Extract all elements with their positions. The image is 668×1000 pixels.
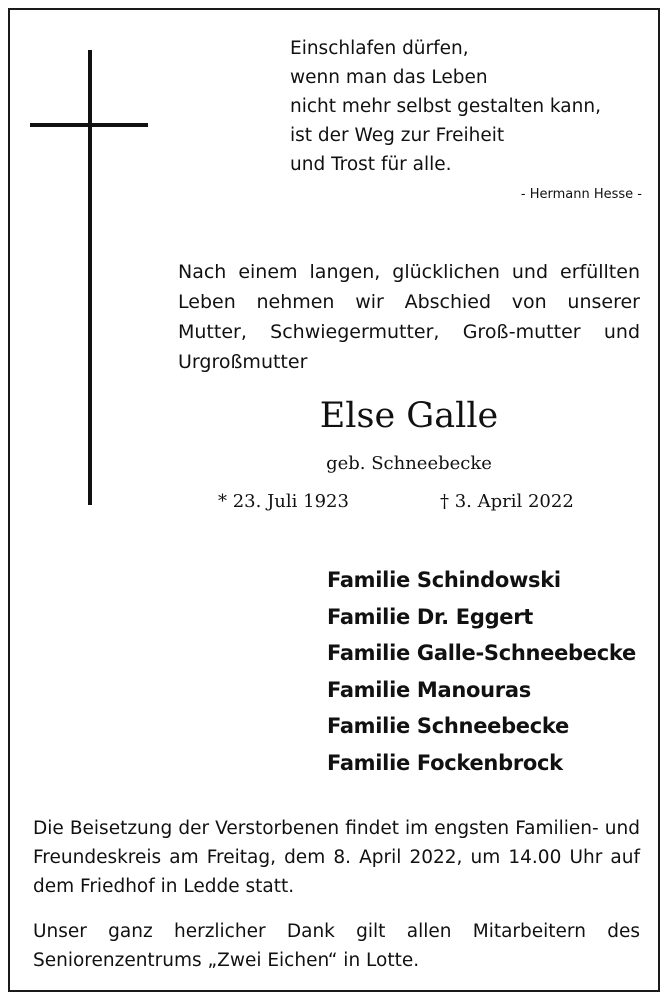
deceased-name: Else Galle [319, 396, 499, 436]
poem-line: wenn man das Leben [290, 67, 488, 88]
poem-line: nicht mehr selbst gestalten kann, [290, 96, 601, 117]
birth-name: geb. Schneebecke [326, 453, 492, 474]
intro-text: Nach einem langen, glücklichen und erfüllten Leben nehmen wir Abschied von unserer Mutter, Schwiegermutter, Groß-mutter und Urgroßmutter [178, 261, 640, 373]
cross-icon-bar [30, 123, 148, 127]
family-name: Familie Galle-Schneebecke [327, 641, 636, 665]
family-name: Familie Dr. Eggert [327, 604, 534, 629]
poem-line: und Trost für alle. [290, 154, 452, 175]
family-name: Familie Manouras [327, 677, 531, 702]
family-name: Familie Schindowski [327, 568, 561, 592]
family-name: Familie Schneebecke [327, 714, 569, 738]
poem-line: Einschlafen dürfen, [290, 38, 469, 59]
death-date: † 3. April 2022 [440, 491, 574, 512]
family-list [327, 562, 636, 781]
thanks-notice: Unser ganz herzlicher Dank gilt allen Mitarbeitern des Seniorenzentrums „Zwei Eichen“ in Lotte. [33, 921, 640, 971]
family-name: Familie Fockenbrock [327, 750, 563, 775]
poem-line: ist der Weg zur Freiheit [290, 125, 505, 146]
cross-icon [88, 50, 92, 505]
birth-date: * 23. Juli 1923 [218, 491, 349, 512]
poem [290, 34, 650, 179]
poem-author: - Hermann Hesse - [520, 187, 642, 202]
funeral-notice: Die Beisetzung der Verstorbenen findet im engsten Familien- und Freundeskreis am Freitag, dem 8. April 2022, um 14.00 Uhr auf dem Friedhof in Ledde statt. [33, 818, 640, 897]
